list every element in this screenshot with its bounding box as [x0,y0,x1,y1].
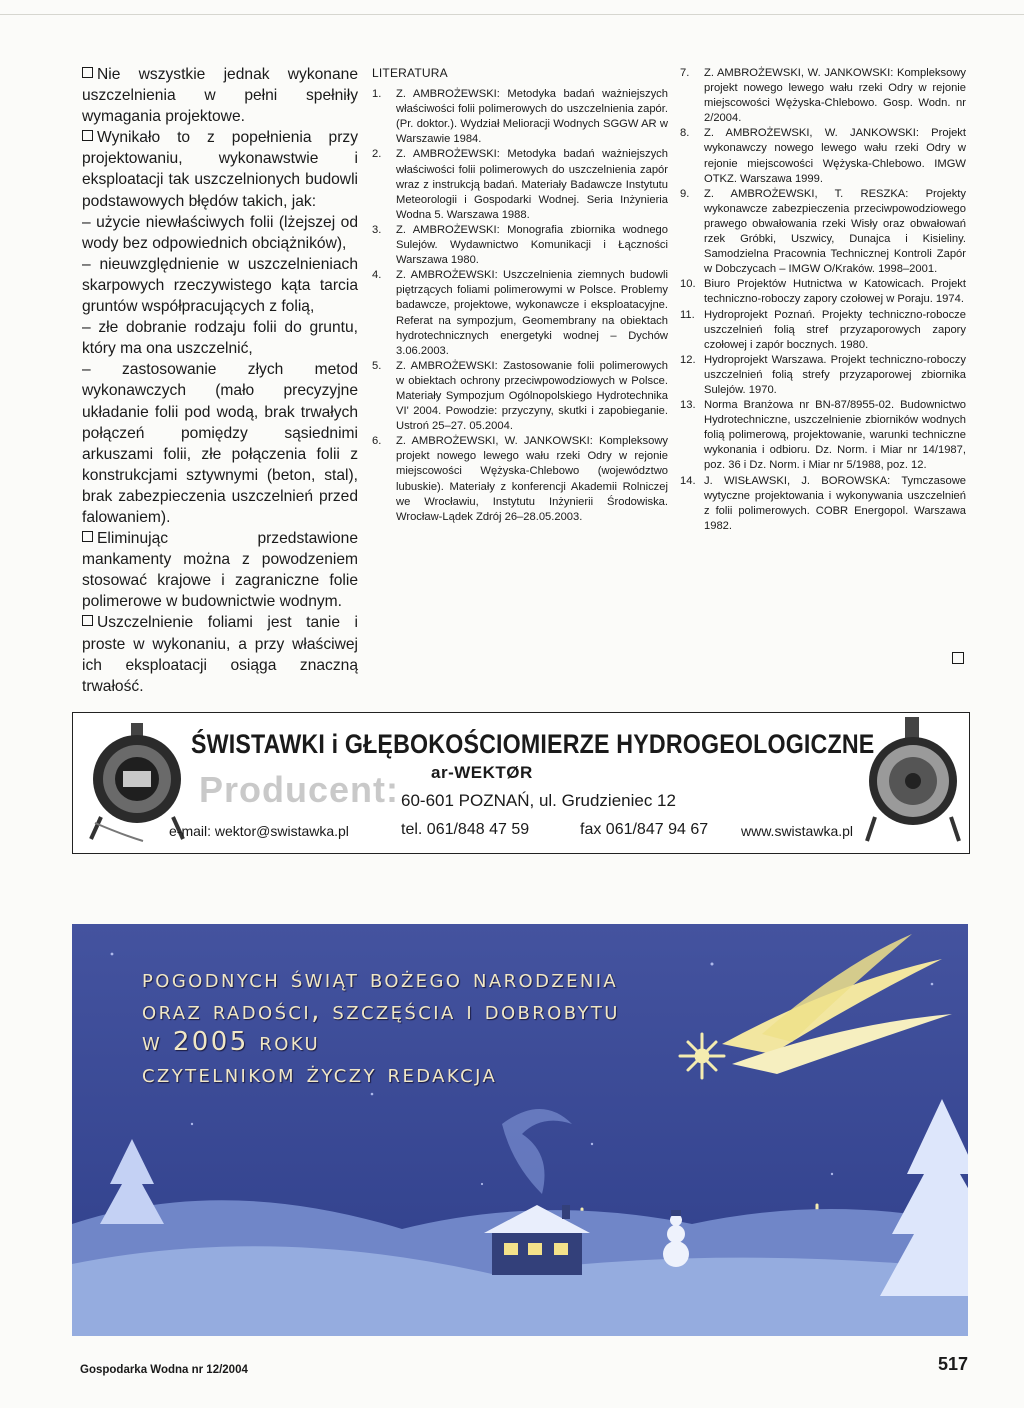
reference-number: 8. [680,127,690,140]
reference-item [680,126,966,186]
greeting-line: pogodnych świąt bożego narodzenia [142,964,619,994]
reference-number: 4. [372,269,382,282]
journal-issue: Gospodarka Wodna nr 12/2004 [80,1364,248,1376]
reference-text: Z. AMBROŻEWSKI: Metodyka badań ważniejszych właściwości folii polimerowych do uszczelnienia zapór wraz z instrukcją badań. Materiały Badawcze Instytutu Meteorologii i Gospodarki Wodnej. Seria Inżynieria Wodna 5. Warszawa 1988. [396,148,668,221]
reference-number: 7. [680,67,690,79]
reference-item [372,268,668,359]
reference-text: Biuro Projektów Hutnictwa w Katowicach. Projekt techniczno-roboczy zapory czołowej w Poraju. 1974. [704,278,966,306]
paragraph-box-icon [82,67,93,78]
paragraph [82,528,358,612]
reference-text: Z. AMBROŻEWSKI: Metodyka badań ważniejszych właściwości folii polimerowych do uszczelnienia zapór. (Pr. doktor.). Wydział Melioracji Wodnych SGGW AR w Warszawie 1984. [396,88,668,146]
reference-item [680,474,966,534]
advertisement [72,712,970,854]
reference-text: Z. AMBROŻEWSKI, T. RESZKA: Projekty wykonawcze zabezpieczenia przeciwpowodziowego prawego obwałowania rzeki Wisły oraz obwałowań rzek Gróbki, Uszwicy, Dunajca i Kisieliny. Samodzielna Pracownia Technicznej Kontroli Zapór w Dobczycach – IMGW O/Kraków. 1998–2001. [704,187,966,276]
reference-number: 1. [372,88,382,101]
paragraph [82,127,358,211]
references-list [680,66,966,534]
ad-website: www.swistawka.pl [741,823,854,839]
paragraph [82,64,358,127]
reference-text: Hydroprojekt Poznań. Projekty techniczno-robocze uszczelnień folią stref przyzaporowych zapory czołowej i zapór bocznych. 1980. [704,308,966,351]
reference-item [372,147,668,222]
paragraph-text: – zastosowanie złych metod wykonawczych (mało precyzyjne układanie folii pod wodą, brak trwałych połączeń pomiędzy sąsiednimi arkuszami folii, złe połączenia folii z konstrukcjami sztywnymi (beton, stal), brak zabezpieczenia uszczelnień przed falowaniem). [82,361,358,526]
references-column-1 [372,66,668,525]
reference-item [680,308,966,353]
cable-reel-icon [861,717,965,847]
ad-title: ŚWISTAWKI i GŁĘBOKOŚCIOMIERZE HYDROGEOLOGICZNE [191,729,875,759]
reference-number: 11. [680,308,695,321]
paragraph-text: Wynikało to z popełnienia przy projektowaniu, wykonawstwie i eksploatacji tak uszczelnionych budowli podstawowych błędów takich, jak: [82,129,358,210]
reference-text: J. WISŁAWSKI, J. BOROWSKA: Tymczasowe wytyczne projektowania i wykonywania uszczelnień z folii polimerowych. COBR Energopol. Warszawa 1982. [704,474,966,532]
end-of-article-box [952,652,964,664]
page-number: 517 [938,1354,969,1374]
reference-item [680,353,966,398]
reference-text: Z. AMBROŻEWSKI, W. JANKOWSKI: Kompleksowy projekt nowego lewego wału rzeki Odry w rejonie miejscowości Wężyska-Chlebowo (województwo lubuskie). Materiały z konferencji Akademii Rolniczej we Wrocławiu, Instytutu Inżynierii Środowiska. Wrocław-Lądek Zdrój 26–28.05.2003. [396,435,668,523]
top-rule [0,14,1024,15]
greeting-text [142,964,620,1090]
ad-phone: tel. 061/848 47 59 [401,821,530,838]
reference-text: Norma Branżowa nr BN-87/8955-02. Budownictwo Hydrotechniczne, uszczelnienie zbiorników wodnych folią polimerową, projektowanie, warunki techniczne wykonania i odbioru. Dz. Norm. i Miar nr 14/1987, poz. 36 i Dz. Norm. i Miar nr 5/1988, poz. 12. [704,399,966,472]
list-item [82,254,358,317]
reference-number: 2. [372,148,382,161]
christmas-greeting-banner [72,924,968,1336]
list-item [82,212,358,254]
reference-number: 13. [680,399,696,412]
paragraph [82,612,358,696]
paragraph-text: – użycie niewłaściwych folii (lżejszej od wody bez odpowiednich obciążników), [82,213,358,252]
reference-text: Z. AMBROŻEWSKI: Zastosowanie folii polimerowych w obiektach ochrony przeciwpowodziowych w Polsce. Materiały Sympozjum Ogólnopolskiego Hydrotechnika VI' 2004. Powodzie: przyczyny, skutki i zapobieganie. Ustroń 25–27. 05.2004. [396,359,668,433]
greeting-line: w 2005 roku [142,1027,321,1057]
list-item [82,359,358,528]
reference-number: 12. [680,353,696,366]
reference-item [680,277,966,307]
reference-number: 5. [372,359,382,372]
ad-fax: fax 061/847 94 67 [580,821,709,838]
list-item [82,317,358,359]
reference-text: Z. AMBROŻEWSKI: Monografia zbiornika wodnego Sulejów. Wydawnictwo Komunikacji i Łączności Warszawa 1980. [396,223,668,267]
reference-item [680,187,966,278]
paragraph-text: Eliminując przedstawione mankamenty można z powodzeniem stosować krajowe i zagraniczne folie polimerowe w budownictwie wodnym. [82,530,358,611]
greeting-line: czytelnikom życzy redakcja [142,1058,498,1089]
reference-item [372,434,668,525]
reference-item [372,87,668,147]
ad-email: e-mail: wektor@swistawka.pl [169,823,349,839]
reference-number: 14. [680,474,696,487]
ad-producer-label: Producent: [199,769,400,810]
reference-item [372,359,668,434]
reference-number: 3. [372,223,382,236]
ad-brand-logo: ar-WEKTØR [431,763,533,782]
reference-item [680,398,966,473]
paragraph-box-icon [82,130,93,141]
reference-text: Z. AMBROŻEWSKI: Uszczelnienia ziemnych budowli piętrzących foliami polimerowymi w Polsce. Problemy badawcze, projektowe, wykonawcze i eksploatacyjne. Referat na sympozjum, Geomembrany na obiektach hydrotechnicznych energetyki wodnej – Dychów 3.06.2003. [396,269,668,357]
paragraph-text: Nie wszystkie jednak wykonane uszczelnienia w pełni spełniły wymagania projektowe. [82,66,358,126]
literature-heading: LITERATURA [372,66,448,80]
paragraph-text: Uszczelnienie foliami jest tanie i proste w wykonaniu, a przy właściwej ich eksploatacji osiąga znaczną trwałość. [82,614,358,695]
paragraph-box-icon [82,615,93,626]
reference-number: 10. [680,278,696,291]
reference-text: Z. AMBROŻEWSKI, W. JANKOWSKI: Projekt wykonawczy nowego lewego wału rzeki Odry w rejonie miejscowości Wężyska-Chlebowo. IMGW OTKZ. Warszawa 1999. [704,127,966,185]
paragraph-text: – nieuwzględnienie w uszczelnieniach skarpowych rzeczywistego kąta tarcia gruntów współpracujących z folią, [82,255,358,316]
greeting-line: oraz radości, szczęścia i dobrobytu [142,995,620,1026]
reference-text: Z. AMBROŻEWSKI, W. JANKOWSKI: Kompleksowy projekt nowego lewego wału rzeki Odry w rejonie miejscowości Wężyska-Chlebowo. Gosp. Wodn. nr 2/2004. [704,67,966,125]
paragraph-text: – złe dobranie rodzaju folii do gruntu, który ma ona uszczelnić, [82,319,358,358]
reference-number: 9. [680,187,690,200]
paragraph-box-icon [82,531,93,542]
article-text-column [82,64,358,697]
reference-item [372,223,668,268]
reference-item [680,66,966,126]
reference-text: Hydroprojekt Warszawa. Projekt techniczno-roboczy uszczelnień folią strefy przyzaporowej zbiornika Sulejów. 1970. [704,353,966,396]
ad-address: 60-601 POZNAŃ, ul. Grudzieniec 12 [401,791,676,810]
reference-number: 6. [372,435,382,448]
references-column-2 [680,66,966,534]
references-list [372,87,668,525]
